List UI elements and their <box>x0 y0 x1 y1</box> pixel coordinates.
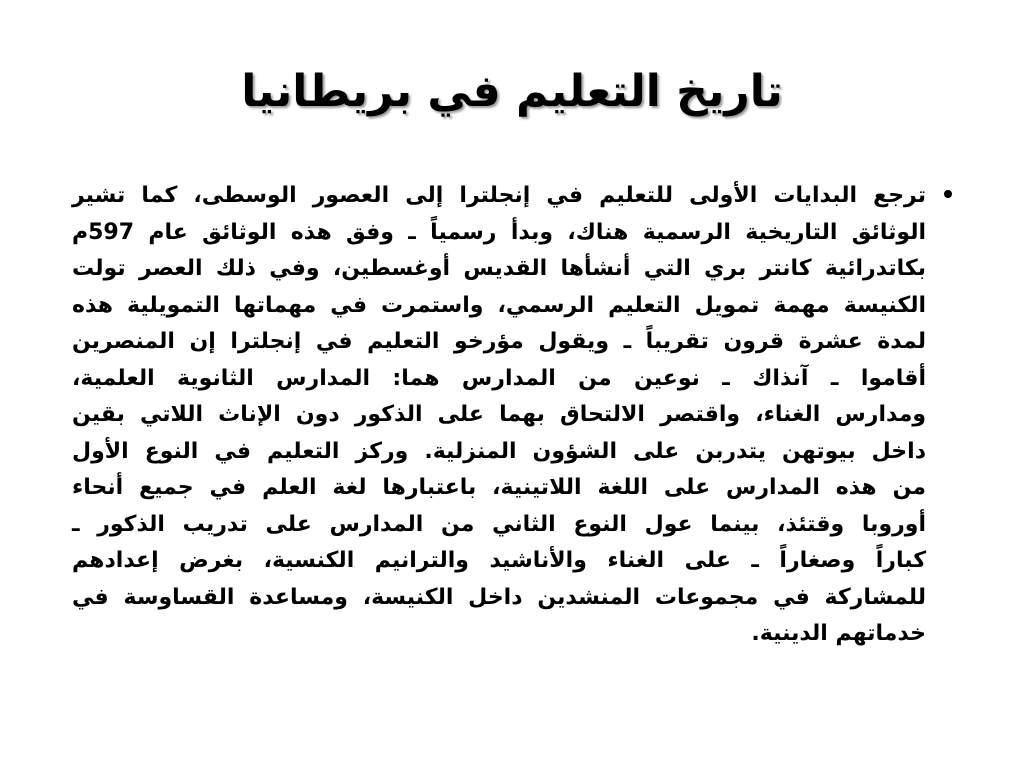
paragraph-line: خدماتهم الدينية. <box>751 621 926 646</box>
slide-body <box>72 178 952 653</box>
bullet-item <box>72 178 952 653</box>
slide-title: تاريخ التعليم في بريطانيا <box>241 66 783 117</box>
paragraph-line: كباراً وصغاراً ـ على الغناء والأناشيد والترانيم الكنسية، بغرض إعدادهم <box>72 548 926 573</box>
paragraph-line: الوثائق التاريخية الرسمية هناك، وبدأ رسمياً ـ وفق هذه الوثائق عام 597م <box>72 219 926 245</box>
paragraph-line: داخل بيوتهن يتدربن على الشؤون المنزلية. وركز التعليم في النوع الأول <box>72 438 926 464</box>
bullet-icon <box>944 190 952 198</box>
paragraph-line: لمدة عشرة قرون تقريباً ـ ويقول مؤرخو التعليم في إنجلترا إن المنصرين <box>72 329 926 354</box>
paragraph-line: ومدارس الغناء، واقتصر الالتحاق بهما على الذكور دون الإناث اللاتي بقين <box>72 402 926 427</box>
paragraph-line: للمشاركة في مجموعات المنشدين داخل الكنيسة، ومساعدة القساوسة في <box>72 584 926 610</box>
paragraph-line: أوروبا وقتئذ، بينما عول النوع الثاني من المدارس على تدريب الذكور ـ <box>72 511 926 537</box>
paragraph-line: الكنيسة مهمة تمويل التعليم الرسمي، واستمرت في مهماتها التمويلية هذه <box>72 292 926 318</box>
paragraph-line: من هذه المدارس على اللغة اللاتينية، باعتبارها لغة العلم في جميع أنحاء <box>72 475 926 500</box>
paragraph-line: أقاموا ـ آنذاك ـ نوعين من المدارس هما: المدارس الثانوية العلمية، <box>72 365 926 391</box>
paragraph-line: ترجع البدايات الأولى للتعليم في إنجلترا إلى العصور الوسطى، كما تشير <box>72 183 926 208</box>
paragraph-line: بكاتدرائية كانتر بري التي أنشأها القديس أوغسطين، وفي ذلك العصر تولت <box>72 256 926 281</box>
